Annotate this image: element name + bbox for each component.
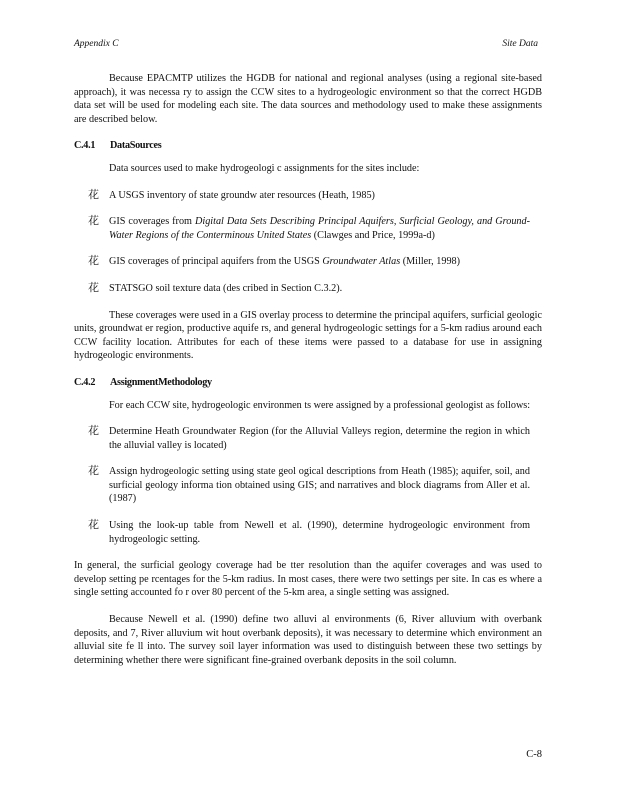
list-item-text: STATSGO soil texture data (des cribed in Section C.3.2). — [109, 282, 343, 294]
section-number: C.4.1 — [74, 140, 96, 152]
methodology-steps-list — [74, 425, 542, 546]
bullet-glyph-icon: 花 — [88, 465, 99, 478]
section-title: AssignmentMethodology — [110, 376, 212, 388]
page-number: C-8 — [526, 749, 542, 760]
list-item — [74, 189, 542, 203]
bullet-glyph-icon: 花 — [88, 255, 99, 268]
general-paragraph: In general, the surficial geology coverage had be tter resolution than the aquifer coverages and was used to develop setting pe rcentages for the 5-km radius. In most cases, there were two settings per site. In cas es where a single setting accounted fo r over 80 percent of the 5-km area, a single setting was assigned. — [74, 560, 542, 599]
list-item-text: Determine Heath Groundwater Region (for the Alluvial Valleys region, determine the region in which the alluvial valley is located) — [109, 426, 530, 451]
list-item — [74, 255, 542, 269]
section-number: C.4.2 — [74, 376, 96, 388]
running-header-left: Appendix C — [74, 39, 119, 49]
bullet-glyph-icon: 花 — [88, 425, 99, 438]
bullet-glyph-icon: 花 — [88, 281, 99, 294]
page-body — [74, 72, 542, 680]
alluvial-paragraph: Because Newell et al. (1990) define two alluvi al environments (6, River alluvium with overbank deposits, and 7, River alluvium wit hout overbank deposits), it was necessary to determine which environment an alluvial site fe ll into. The survey soil layer information was used to distinguish between these two settings by determining whether there were significant fine-grained overbank deposits in the soil column. — [74, 614, 542, 666]
data-sources-list — [74, 189, 542, 296]
bullet-glyph-icon: 花 — [88, 188, 99, 201]
section-heading-data-sources — [74, 139, 542, 153]
section-heading-assignment-methodology — [74, 376, 542, 390]
methodology-lead: For each CCW site, hydrogeologic environmen ts were assigned by a professional geologist as follows: — [109, 399, 531, 411]
list-item-text: GIS coverages from Digital Data Sets Describing Principal Aquifers, Surficial Geology, and Ground-Water Regions of the Conterminous United States (Clawges and Price, 1999a-d) — [109, 216, 530, 241]
list-item-text: Using the look-up table from Newell et al. (1990), determine hydrogeologic environment from hydrogeologic setting. — [109, 520, 530, 545]
citation-title: Digital Data Sets Describing Principal Aquifers, Surficial Geology, and Ground-Water Regions of the Conterminous United States — [109, 216, 530, 241]
list-item — [74, 519, 542, 546]
bullet-glyph-icon: 花 — [88, 519, 99, 532]
data-sources-lead: Data sources used to make hydrogeologi c assignments for the sites include: — [109, 162, 420, 174]
list-item — [74, 215, 542, 242]
citation-title: Groundwater Atlas — [322, 256, 401, 268]
intro-paragraph: Because EPACMTP utilizes the HGDB for national and regional analyses (using a regional site-based approach), it was necessa ry to assign the CCW sites to a hydrogeologic environment so that the correct HGDB data set will be used for modeling each site. The data sources and methodology used to make these assignments are described below. — [74, 73, 542, 125]
bullet-glyph-icon: 花 — [88, 215, 99, 228]
list-item-text: A USGS inventory of state groundw ater resources (Heath, 1985) — [109, 189, 375, 201]
list-item — [74, 282, 542, 296]
running-header-right: Site Data — [502, 39, 538, 49]
list-item — [74, 425, 542, 452]
coverages-paragraph: These coverages were used in a GIS overlay process to determine the principal aquifers, surficial geologic units, groundwat er region, productive aquife rs, and general hydrogeologic settings for a 5-km radius around each CCW facility location. Attributes for each of these items were passed to a database for use in assigning hydrogeologic environments. — [74, 309, 542, 362]
list-item-text: GIS coverages of principal aquifers from the USGS Groundwater Atlas (Miller, 1998) — [109, 256, 461, 268]
list-item-text: Assign hydrogeologic setting using state geol ogical descriptions from Heath (1985); aquifer, soil, and surficial geology informa tion obtained using GIS; and narratives and block diagrams from Aller et al. (1987) — [109, 466, 530, 505]
list-item — [74, 465, 542, 506]
section-title: DataSources — [110, 140, 162, 152]
